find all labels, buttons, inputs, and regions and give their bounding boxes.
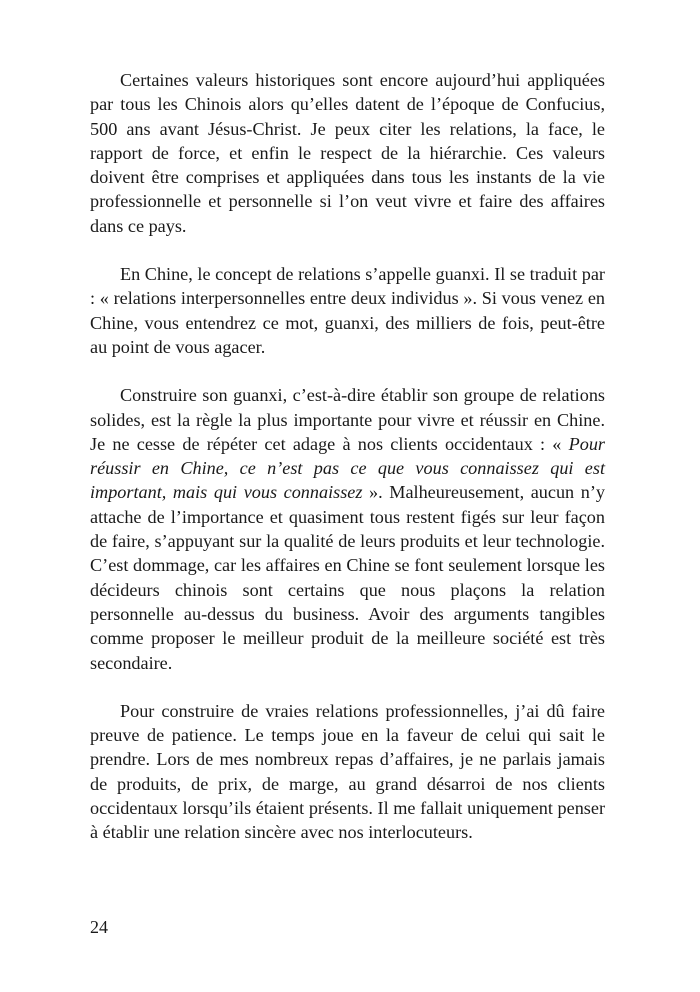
paragraph-confucian-values: Certaines valeurs historiques sont encore aujourd’hui appliquées par tous les Chinois alors qu’elles datent de l’époque de Confucius, 500 ans avant Jésus-Christ. Je peux citer les relations, la face, le rapport de force, et enfin le respect de la hiérarchie. Ces valeurs doivent être comprises et appliquées dans tous les instants de la vie professionnelle et personnelle si l’on veut vivre et faire des affaires dans ce pays. <box>90 70 605 236</box>
paragraph-text-after-quote: ». Malheureusement, aucun n’y attache de l’importance et quasiment tous restent figés sur leur façon de faire, s’appuyant sur la qualité de leurs produits et leur technologie. C’est dommage, car les affaires en Chine se font seulement lorsque les décideurs chinois sont certains que nous plaçons la relation personnelle au-dessus du business. Avoir des arguments tangibles comme proposer le meilleur produit de la meilleure société est très secondaire. <box>90 482 605 673</box>
italic-quote: Pour réussir en Chine, ce n’est pas ce que vous connaissez qui est important, mais qui vous connaissez <box>90 433 605 503</box>
page-number: 24 <box>90 917 108 937</box>
paragraph-patience: Pour construire de vraies relations professionnelles, j’ai dû faire preuve de patience. Le temps joue en la faveur de celui qui sait le prendre. Lors de mes nombreux repas d’affaires, je ne parlais jamais de produits, de prix, de marge, au grand désarroi de nos clients occidentaux lorsqu’ils étaient présents. Il me fallait uniquement penser à établir une relation sincère avec nos interlocuteurs. <box>90 700 605 843</box>
paragraph-building-guanxi <box>90 383 605 675</box>
page-body <box>90 68 605 869</box>
paragraph-text-before-quote: Construire son guanxi, c’est-à-dire établir son groupe de relations solides, est la règle la plus importante pour vivre et réussir en Chine. Je ne cesse de répéter cet adage à nos clients occidentaux : « <box>90 385 605 454</box>
paragraph-guanxi-definition: En Chine, le concept de relations s’appelle guanxi. Il se traduit par : « relations interpersonnelles entre deux individus ». Si vous venez en Chine, vous entendrez ce mot, guanxi, des milliers de fois, peut-être au point de vous agacer. <box>90 264 605 357</box>
